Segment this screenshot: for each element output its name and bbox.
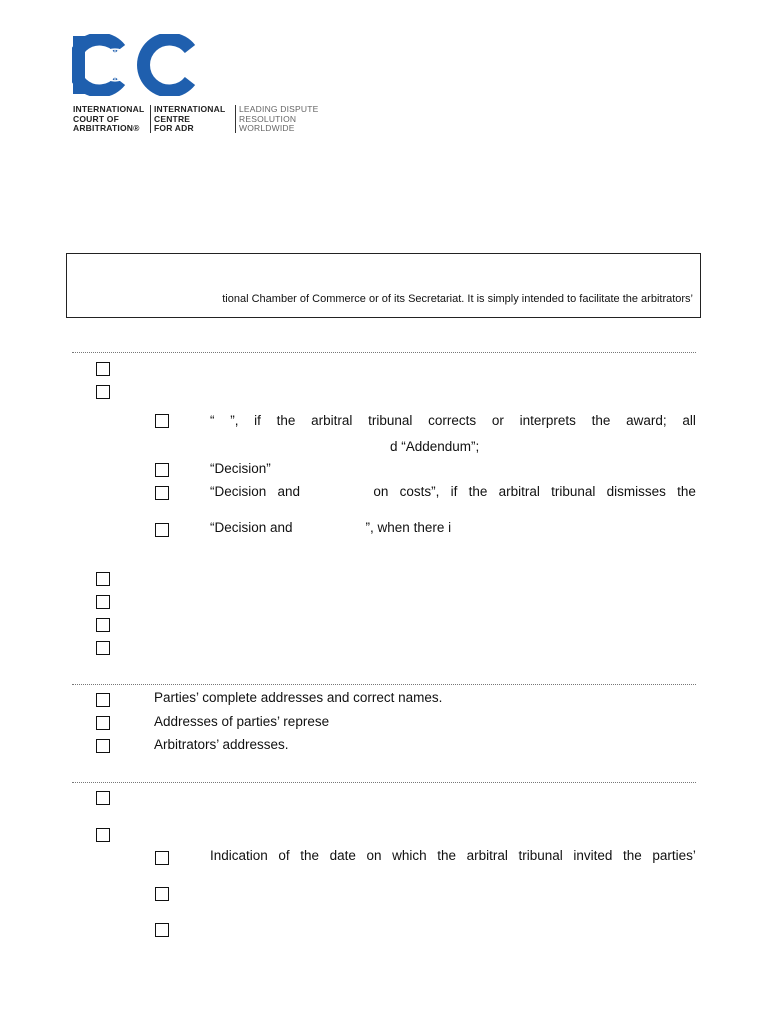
checkbox[interactable]: [96, 385, 110, 399]
logo-centre-text: [154, 105, 225, 134]
checkbox[interactable]: [155, 523, 169, 537]
checklist-item-addendum: “ ”, if the arbitral tribunal corrects or interprets the award; all: [210, 413, 696, 428]
checkbox[interactable]: [96, 618, 110, 632]
checkbox[interactable]: [155, 923, 169, 937]
checklist-item-decision-and: “Decision and ”, when there i: [210, 520, 452, 535]
checkbox[interactable]: [96, 595, 110, 609]
checkbox[interactable]: [96, 739, 110, 753]
checklist-item-addendum-cont: d “Addendum”;: [390, 439, 480, 454]
checkbox[interactable]: [96, 693, 110, 707]
checkbox[interactable]: [96, 828, 110, 842]
checkbox[interactable]: [96, 362, 110, 376]
checklist-item-decision-costs: “Decision and on costs”, if the arbitral tribunal dismisses the: [210, 484, 696, 499]
logo-centre-line: FOR ADR: [154, 123, 194, 133]
checklist-item-invitation-date: Indication of the date on which the arbitral tribunal invited the parties’: [210, 848, 696, 863]
checklist-item-arbitrators-addresses: Arbitrators’ addresses.: [154, 737, 289, 752]
disclaimer-text: tional Chamber of Commerce or of its Secretariat. It is simply intended to facilitate the arbitrators’: [222, 293, 693, 305]
checkbox[interactable]: [155, 414, 169, 428]
icc-letters-logo: [72, 34, 202, 96]
checkbox[interactable]: [155, 851, 169, 865]
section-divider: [72, 352, 696, 353]
checkbox[interactable]: [96, 791, 110, 805]
checklist-item-parties-addresses: Parties’ complete addresses and correct names.: [154, 690, 443, 705]
section-divider: [72, 782, 696, 783]
logo-tagline-line: RESOLUTION: [239, 113, 297, 124]
logo-tagline-line: WORLDWIDE: [239, 123, 295, 133]
logo-centre-line: CENTRE: [154, 113, 191, 124]
logo-court-line: ARBITRATION®: [73, 123, 140, 133]
checkbox[interactable]: [96, 572, 110, 586]
logo-court-line: INTERNATIONAL: [73, 104, 145, 114]
logo-divider: [235, 105, 236, 133]
checkbox[interactable]: [96, 641, 110, 655]
checkbox[interactable]: [155, 486, 169, 500]
checklist-item-decision: “Decision”: [210, 461, 271, 476]
checkbox[interactable]: [96, 716, 110, 730]
logo-centre-line: INTERNATIONAL: [154, 104, 226, 114]
disclaimer-box: [66, 253, 701, 318]
icc-logo: [72, 34, 332, 134]
checklist-item-representatives: Addresses of parties’ represe: [154, 714, 330, 729]
section-divider: [72, 684, 696, 685]
checkbox[interactable]: [155, 887, 169, 901]
logo-tagline: [239, 105, 319, 134]
logo-court-line: COURT OF: [73, 113, 119, 124]
logo-divider: [150, 105, 151, 133]
logo-court-text: [73, 105, 144, 134]
checkbox[interactable]: [155, 463, 169, 477]
logo-tagline-line: LEADING DISPUTE: [239, 104, 319, 114]
